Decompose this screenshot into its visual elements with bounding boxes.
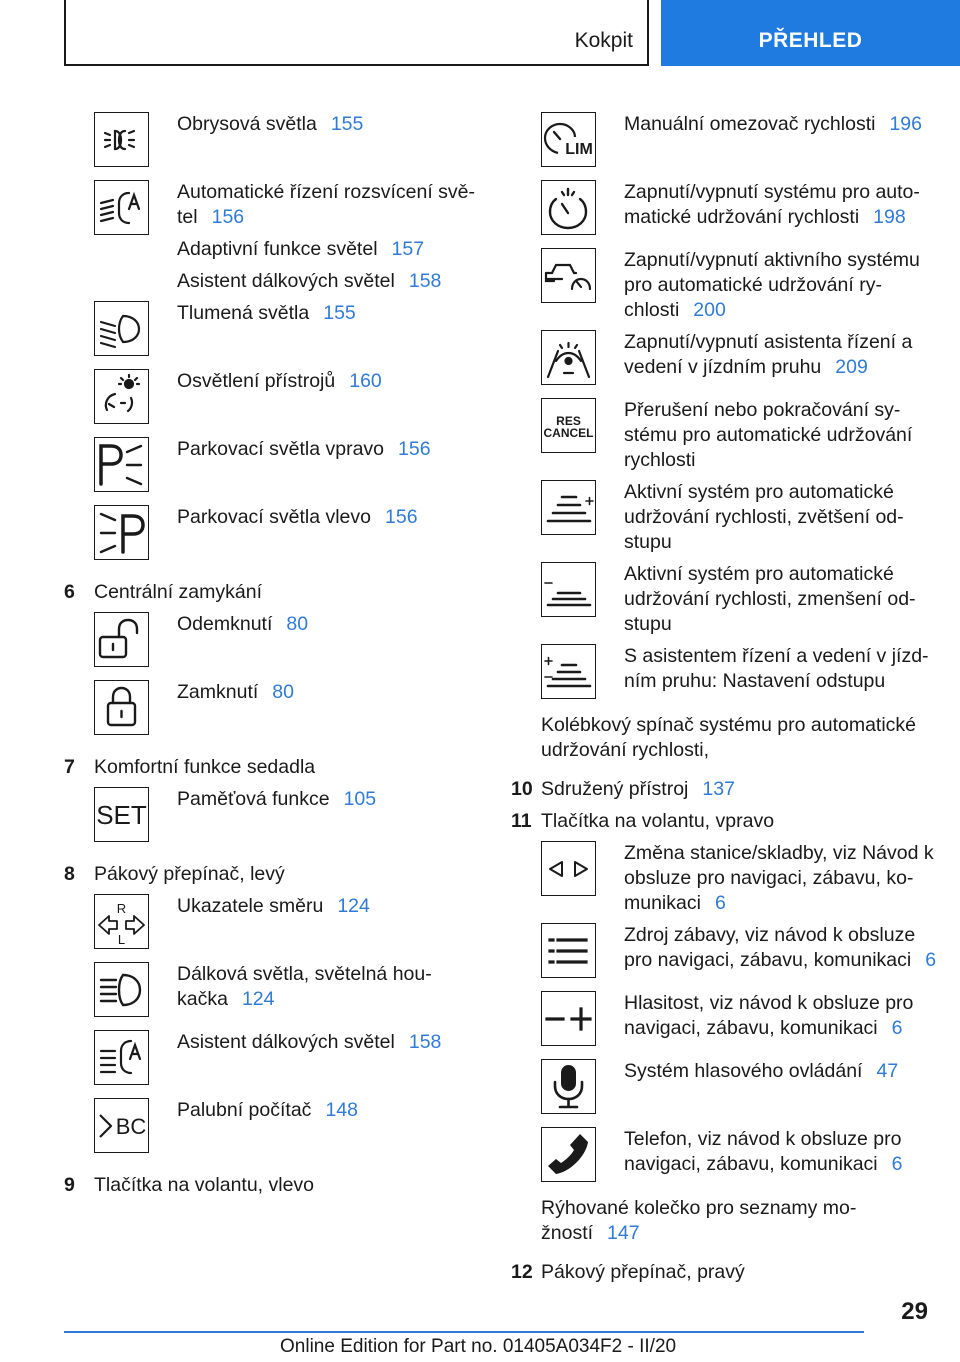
list-item: Asistent dálkových světel 158	[177, 270, 442, 292]
page-link[interactable]: 6	[891, 1153, 903, 1175]
section-heading: Pákový přepínač, levý	[94, 863, 285, 885]
item-number: 10	[511, 778, 533, 800]
list-item: Zdroj zábavy, viz návod k obsluze pro navigaci, zábavu, komunikaci 6	[624, 924, 937, 971]
lock-icon	[94, 680, 149, 735]
section-heading: Tlačítka na volantu, vlevo	[94, 1174, 315, 1196]
list-item: Zapnutí/vypnutí systému pro auto- matické udržování rychlosti 198	[624, 181, 920, 228]
item-number: 9	[64, 1174, 75, 1196]
edition-text: Online Edition for Part no. 01405A034F2 - II/20	[280, 1336, 677, 1357]
list-item: Tlumená světla 155	[177, 302, 356, 324]
item-number: 6	[64, 581, 75, 603]
list-item: Zamknutí 80	[177, 681, 294, 703]
page-link[interactable]: 148	[325, 1099, 358, 1121]
list-item: Palubní počítač 148	[177, 1099, 358, 1121]
cancel-icon-text: CANCEL	[543, 426, 594, 440]
volume-icon	[541, 991, 596, 1046]
parking-lights-icon	[94, 112, 149, 167]
page-link[interactable]: 80	[286, 613, 309, 635]
unlock-icon	[94, 612, 149, 667]
list-item: Aktivní systém pro automatické udržování rychlosti, zmenšení od- stupu	[624, 563, 916, 635]
page-link[interactable]: 160	[349, 370, 382, 392]
list-item: Ukazatele směru 124	[177, 895, 370, 917]
paragraph: Kolébkový spínač systému pro automatické udržování rychlosti,	[541, 714, 917, 761]
parking-light-left-icon	[94, 505, 149, 560]
set-icon-text: SET	[96, 800, 147, 830]
list-item: Asistent dálkových světel 158	[177, 1031, 442, 1053]
cruise-control-icon	[541, 180, 596, 235]
section-heading: Sdružený přístroj 137	[541, 778, 735, 800]
parking-light-right-icon	[94, 437, 149, 492]
active-cruise-icon	[541, 248, 596, 303]
list-item: Osvětlení přístrojů 160	[177, 370, 382, 392]
page-link[interactable]: 124	[241, 988, 275, 1010]
item-number: 12	[511, 1261, 533, 1283]
distance-increase-icon	[541, 480, 596, 535]
page-link[interactable]: 80	[272, 681, 294, 703]
list-item: Parkovací světla vpravo 156	[177, 438, 431, 460]
high-beam-assist-icon	[94, 1030, 149, 1085]
page-link[interactable]: 157	[391, 238, 425, 260]
chapter-title: PŘEHLED	[758, 29, 863, 52]
list-item: Manuální omezovač rychlosti 196	[624, 113, 922, 135]
list-item: Aktivní systém pro automatické udržování rychlosti, zvětšení od- stupu	[624, 481, 904, 553]
paragraph: Rýhované kolečko pro seznamy mo- žností 147	[541, 1197, 857, 1244]
page-link[interactable]: 147	[607, 1222, 640, 1244]
instrument-lighting-icon	[94, 369, 149, 424]
distance-decrease-icon	[541, 562, 596, 617]
page-link[interactable]: 6	[891, 1017, 903, 1039]
page-link[interactable]: 158	[408, 1031, 442, 1053]
page-link[interactable]: 158	[408, 270, 442, 292]
list-item: Systém hlasového ovládání 47	[624, 1060, 899, 1082]
list-item: Adaptivní funkce světel 157	[177, 238, 425, 260]
page-link[interactable]: 6	[714, 892, 726, 914]
low-beam-icon	[94, 301, 149, 356]
lim-icon-text: LIM	[565, 141, 593, 158]
entertainment-source-icon	[541, 923, 596, 978]
page-number: 29	[901, 1298, 928, 1325]
list-item: Obrysová světla 155	[177, 113, 364, 135]
turn-signal-l-text: L	[117, 932, 126, 947]
page-link[interactable]: 47	[876, 1060, 899, 1082]
list-item: Odemknutí 80	[177, 613, 309, 635]
list-item: Parkovací světla vlevo 156	[177, 506, 418, 528]
lane-assist-icon	[541, 330, 596, 385]
page-link[interactable]: 209	[835, 356, 868, 378]
page-link[interactable]: 137	[702, 778, 735, 800]
list-item: Zapnutí/vypnutí aktivního systému pro automatické udržování ry- chlosti 200	[624, 249, 920, 321]
turn-signal-icon	[94, 894, 149, 949]
section-heading: Pákový přepínač, pravý	[541, 1261, 745, 1283]
board-computer-icon	[94, 1098, 149, 1153]
list-item: Telefon, viz návod k obsluze pro navigaci, zábavu, komunikaci 6	[624, 1128, 903, 1175]
list-item: Přerušení nebo pokračování sy- stému pro automatické udržování rychlosti	[624, 399, 913, 471]
list-item: Hlasitost, viz návod k obsluze pro navigaci, zábavu, komunikaci 6	[624, 992, 914, 1039]
section-title: Kokpit	[574, 29, 633, 52]
list-item: S asistentem řízení a vedení v jízd- ním pruhu: Nastavení odstupu	[624, 645, 929, 692]
station-track-icon	[541, 841, 596, 896]
page-link[interactable]: 200	[693, 299, 726, 321]
header-chapter-tab[interactable]	[661, 0, 960, 66]
phone-icon	[541, 1127, 596, 1182]
page-link[interactable]: 155	[323, 302, 356, 324]
page-link[interactable]: 156	[398, 438, 431, 460]
list-item: Automatické řízení rozsvícení svě- tel 156	[177, 181, 476, 228]
page-link[interactable]: 156	[211, 206, 245, 228]
page-link[interactable]: 196	[889, 113, 922, 135]
res-icon-text: RES	[556, 414, 581, 428]
page-link[interactable]: 155	[330, 113, 364, 135]
high-beam-icon	[94, 962, 149, 1017]
list-item: Změna stanice/skladby, viz Návod k obsluze pro navigaci, zábavu, ko- munikaci 6	[624, 842, 934, 914]
auto-headlight-icon	[94, 180, 149, 235]
section-heading: Tlačítka na volantu, vpravo	[541, 810, 775, 832]
item-number: 11	[511, 810, 532, 832]
list-item: Zapnutí/vypnutí asistenta řízení a vedení v jízdním pruhu 209	[624, 331, 913, 378]
page-link[interactable]: 124	[337, 895, 370, 917]
footer-divider	[64, 1331, 864, 1333]
set-icon	[94, 787, 149, 842]
page-link[interactable]: 156	[385, 506, 418, 528]
page-link[interactable]: 6	[925, 949, 937, 971]
page-link[interactable]: 105	[343, 788, 377, 810]
section-heading: Komfortní funkce sedadla	[94, 756, 316, 778]
item-number: 8	[64, 863, 75, 885]
bc-icon-text: BC	[115, 1114, 147, 1139]
item-number: 7	[64, 756, 75, 778]
list-item: Dálková světla, světelná hou- kačka 124	[177, 963, 432, 1010]
list-item: Paměťová funkce 105	[177, 788, 377, 810]
header-section-box	[64, 0, 649, 66]
distance-setting-icon	[541, 644, 596, 699]
page-link[interactable]: 198	[873, 206, 906, 228]
microphone-icon	[541, 1059, 596, 1114]
res-cancel-icon	[541, 398, 596, 453]
turn-signal-r-text: R	[116, 901, 127, 916]
section-heading: Centrální zamykání	[94, 581, 262, 603]
speed-limiter-icon	[541, 112, 596, 167]
